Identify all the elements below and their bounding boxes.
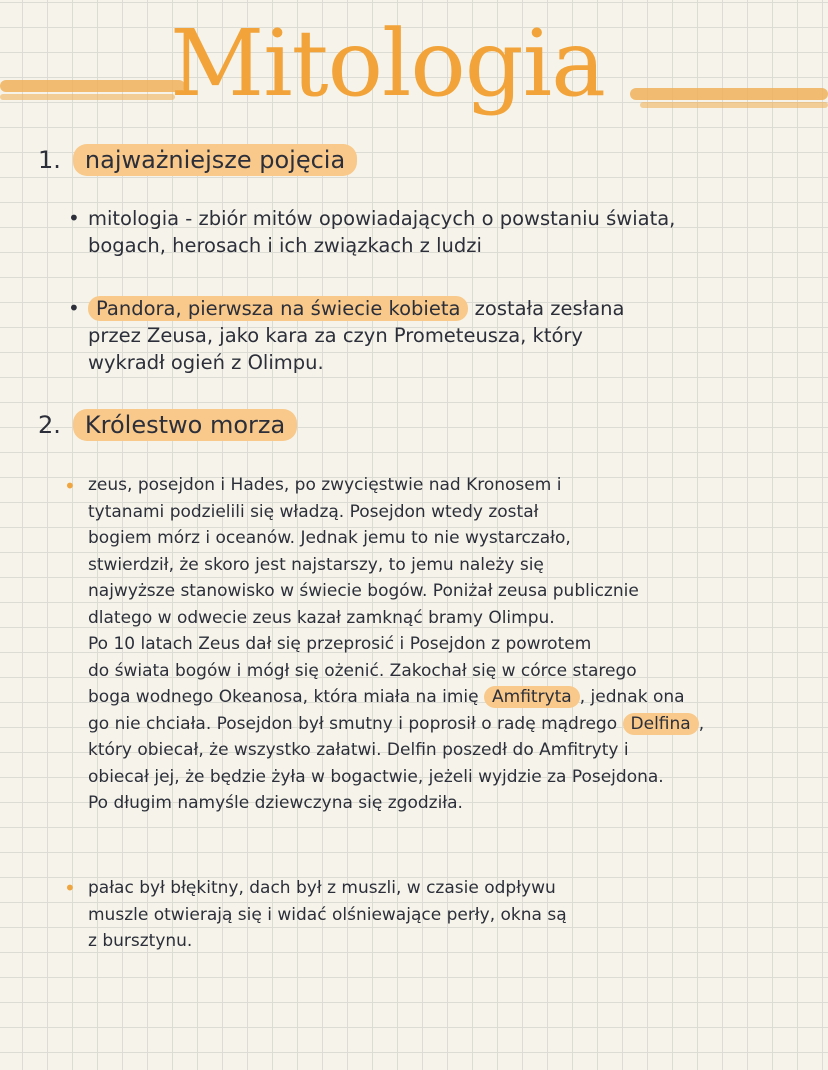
text-line: mitologia - zbiór mitów opowiadających o powstaniu świata,: [88, 207, 676, 230]
text-line: bogiem mórz i oceanów. Jednak jemu to nie wystarczało,: [88, 528, 571, 548]
highlight-amfitryta: Amfitryta: [484, 686, 580, 708]
section-2-heading: [38, 413, 297, 437]
text-line: najwyższe stanowisko w świecie bogów. Poniżał zeusa publicznie: [88, 581, 639, 601]
title-banner: [0, 10, 828, 132]
text-line: obiecał jej, że będzie żyła w bogactwie, jeżeli wyjdzie za Posejdona.: [88, 766, 664, 787]
title-stroke-left: [0, 80, 185, 92]
section-1-heading: [38, 148, 357, 172]
text-fragment: została zesłana: [474, 297, 625, 320]
section-1-title: najważniejsze pojęcia: [73, 144, 357, 176]
title-stroke-right: [630, 88, 828, 100]
text-fragment: go nie chciała. Posejdon był smutny i poprosił o radę mądrego: [88, 713, 618, 734]
text-fragment: , jednak ona: [579, 687, 685, 707]
text-line: Po długim namyśle dziewczyna się zgodziła.: [88, 793, 463, 813]
section-1-number: 1.: [38, 146, 61, 174]
bullet-dot: •: [68, 296, 80, 320]
text-line: dlatego w odwecie zeus kazał zamknąć bramy Olimpu.: [88, 607, 555, 628]
text-line: bogach, herosach i ich związkach z ludzi: [88, 234, 482, 257]
title-stroke-right-thin: [640, 102, 828, 108]
title-stroke-left-thin: [0, 94, 175, 100]
text-line: wykradł ogień z Olimpu.: [88, 351, 324, 374]
palace-paragraph: [88, 875, 567, 955]
text-line: tytanami podzielili się władzą. Posejdon wtedy został: [88, 501, 539, 522]
highlight-delfina: Delfina: [623, 713, 699, 735]
text-line: z bursztynu.: [88, 931, 193, 951]
text-line: [88, 684, 704, 711]
section-2-number: 2.: [38, 411, 61, 439]
text-line: [88, 295, 624, 322]
myth-paragraph: [88, 472, 704, 817]
text-line: do świata bogów i mógł się ożenić. Zakochał się w córce starego: [88, 660, 637, 681]
text-fragment: boga wodnego Okeanosa, która miała na imię: [88, 687, 479, 707]
text-fragment: ,: [698, 713, 705, 734]
pandora-paragraph: [88, 295, 624, 376]
text-line: muszle otwierają się i widać olśniewające perły, okna są: [88, 904, 567, 925]
bullet-dot-orange: •: [64, 474, 76, 498]
bullet-dot: •: [68, 206, 80, 230]
bullet-dot-orange: •: [64, 876, 76, 900]
text-line: który obiecał, że wszystko załatwi. Delfin poszedł do Amfitryty i: [88, 740, 629, 760]
text-line: stwierdził, że skoro jest najstarszy, to jemu należy się: [88, 554, 544, 575]
text-line: przez Zeusa, jako kara za czyn Prometeusza, który: [88, 324, 583, 347]
section-2-title: Królestwo morza: [73, 409, 297, 441]
text-line: pałac był błękitny, dach był z muszli, w czasie odpływu: [88, 878, 556, 898]
text-line: zeus, posejdon i Hades, po zwycięstwie nad Kronosem i: [88, 475, 562, 495]
page-title: Mitologia: [170, 10, 605, 117]
highlight-pandora: Pandora, pierwsza na świecie kobieta: [88, 296, 468, 321]
text-line: Po 10 latach Zeus dał się przeprosić i Posejdon z powrotem: [88, 634, 592, 654]
text-line: [88, 711, 704, 738]
definition-paragraph: [88, 205, 675, 259]
